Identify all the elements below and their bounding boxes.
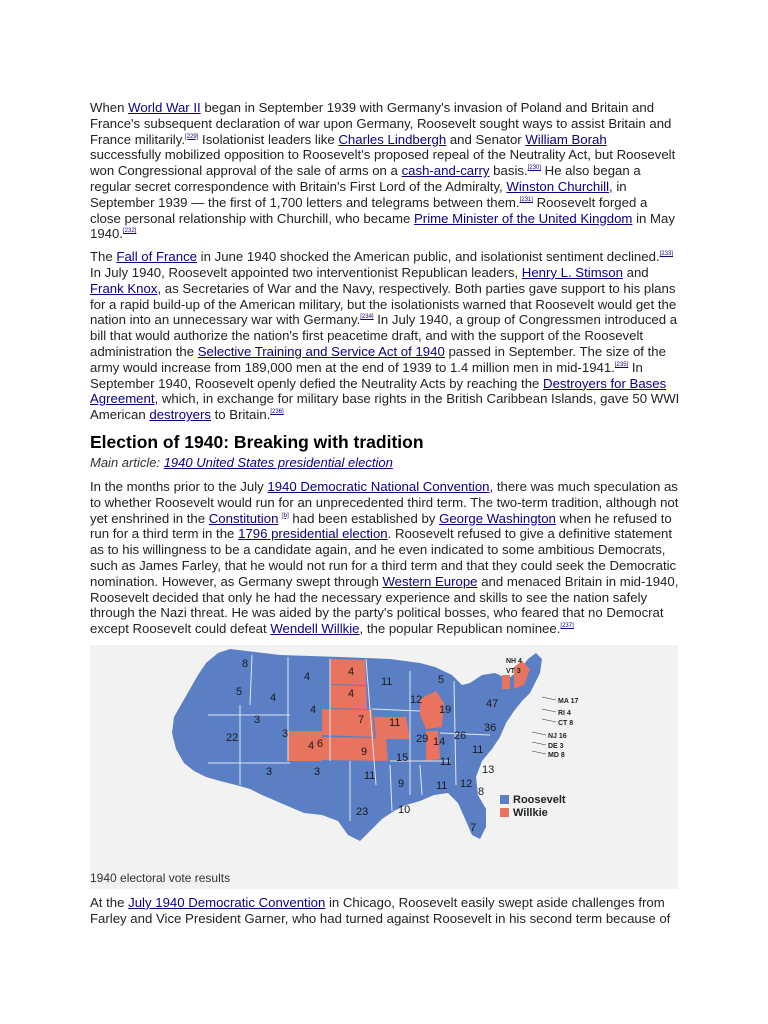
state-electoral-votes: 19 xyxy=(439,703,452,716)
state-electoral-votes: 6 xyxy=(317,737,324,750)
state-electoral-votes: 11 xyxy=(381,675,393,688)
state-electoral-votes: 7 xyxy=(358,713,365,726)
text: and menaced Britain in mid-1940, Roosevelt decided that only he had the necessary experience and skills to see the nation safely through the Nazi threat. He was aided by the party's political bosses, who feared that no Democrat except Roosevelt could defeat xyxy=(90,573,679,637)
state-electoral-votes: 11 xyxy=(472,743,484,756)
state-electoral-votes: 26 xyxy=(454,729,467,742)
link-henry-stimson[interactable]: Henry L. Stimson xyxy=(521,264,623,280)
citation-231[interactable]: [231] xyxy=(519,196,533,203)
text: basis. xyxy=(489,163,528,179)
legend-label-roosevelt: Roosevelt xyxy=(513,793,566,806)
text: successfully mobilized opposition to Roosevelt's proposed repeal of the Neutrality Act, but Roosevelt won Congressional approval of the sale of arms on a xyxy=(90,147,676,179)
link-july-1940-convention[interactable]: July 1940 Democratic Convention xyxy=(128,894,326,910)
link-prime-minister-uk[interactable]: Prime Minister of the United Kingdom xyxy=(414,210,633,226)
link-1940-dnc[interactable]: 1940 Democratic National Convention xyxy=(267,478,490,494)
state-electoral-votes: 4 xyxy=(348,687,355,700)
text: The xyxy=(90,249,117,265)
legend-swatch-roosevelt xyxy=(500,795,509,804)
text: , as Secretaries of War and the Navy, respectively. Both parties gave support to his plans for a rapid build-up of the American military, but the isolationists warned that Roosevelt would get the nation into an unnecessary war with Germany. xyxy=(90,280,677,328)
northeast-state-label: NJ 16 xyxy=(548,732,567,740)
text: In July 1940, a group of Congressmen introduced a bill that would authorize the nation's first peacetime draft, and with the support of the Roosevelt administration the xyxy=(90,312,678,359)
state-electoral-votes: 10 xyxy=(398,803,411,816)
section-heading: Election of 1940: Breaking with tradition xyxy=(90,431,424,452)
leader-line xyxy=(542,709,556,712)
leader-line xyxy=(532,751,546,754)
text: had been established by xyxy=(288,510,440,526)
text: In July 1940, Roosevelt appointed two interventionist Republican leaders, xyxy=(90,264,522,280)
text: began in September 1939 with Germany's invasion of Poland and Britain and France's subsequent declaration of war upon Germany, Roosevelt sought ways to assist Britain and France militarily. xyxy=(90,100,672,147)
leader-line xyxy=(542,719,556,722)
state-electoral-votes: 4 xyxy=(348,665,355,678)
citation-230[interactable]: [230] xyxy=(527,165,541,172)
paragraph-convention xyxy=(90,895,680,927)
text: in June 1940 shocked the American public, and isolationist sentiment declined. xyxy=(197,249,660,265)
text: Roosevelt forged a close personal relationship with Churchill, who became xyxy=(90,194,648,226)
link-fall-of-france[interactable]: Fall of France xyxy=(116,249,198,265)
northeast-state-label: DE 3 xyxy=(548,742,564,750)
state-electoral-votes: 9 xyxy=(398,777,405,790)
legend-swatch-willkie xyxy=(500,808,509,817)
state-electoral-votes: 14 xyxy=(433,735,446,748)
text: At the xyxy=(90,894,129,910)
electoral-map-figure xyxy=(90,645,678,889)
paragraph-fall-of-france xyxy=(90,249,680,423)
state-electoral-votes: 11 xyxy=(440,755,452,768)
link-1796-election[interactable]: 1796 presidential election xyxy=(238,526,388,542)
state-electoral-votes: 29 xyxy=(416,732,429,745)
state-electoral-votes: 9 xyxy=(361,745,368,758)
state-electoral-votes: 12 xyxy=(410,693,423,706)
text: , there was much speculation as to whether Roosevelt would run for an unprecedented third term. The two-term tradition, although not yet enshrined in the xyxy=(90,478,679,526)
state-electoral-votes: 23 xyxy=(356,805,369,818)
citation-233[interactable]: [233] xyxy=(659,251,673,258)
citation-232[interactable]: [232] xyxy=(123,228,137,235)
hatnote-label: Main article: xyxy=(90,454,164,470)
legend-label-willkie: Willkie xyxy=(513,806,548,819)
link-destroyers-for-bases[interactable]: Destroyers for Bases Agreement xyxy=(90,375,667,407)
link-destroyers[interactable]: destroyers xyxy=(149,407,211,423)
text: , in September 1939 — the first of 1,700 letters and telegrams between them. xyxy=(90,178,627,210)
link-constitution[interactable]: Constitution xyxy=(208,510,279,526)
state-electoral-votes: 11 xyxy=(364,769,376,782)
text: in Chicago, Roosevelt easily swept aside challenges from Farley and Vice President Garner, who had turned against Roosevelt in his second term because of xyxy=(90,894,671,926)
link-frank-knox[interactable]: Frank Knox xyxy=(90,280,158,296)
link-1940-election[interactable]: 1940 United States presidential election xyxy=(163,454,393,470)
text: In the months prior to the July xyxy=(90,478,268,494)
state-electoral-votes: 11 xyxy=(389,716,401,729)
northeast-state-label: NH 4 xyxy=(506,657,522,665)
text: . Roosevelt refused to give a definitive statement as to his willingness to be a candidate again, and he even indicated to some ambitious Democrats, such as James Farley, that he would not run for a third term and that they could seek the Democratic nomination. However, as Germany swept through xyxy=(90,526,677,589)
link-wendell-willkie[interactable]: Wendell Willkie xyxy=(270,621,360,637)
state-electoral-votes: 4 xyxy=(304,670,311,683)
state-electoral-votes: 8 xyxy=(242,657,249,670)
text: in May 1940. xyxy=(90,210,675,242)
map-caption: 1940 electoral vote results xyxy=(90,870,231,885)
leader-line xyxy=(542,697,556,700)
citation-237[interactable]: [237] xyxy=(560,623,574,630)
link-charles-lindbergh[interactable]: Charles Lindbergh xyxy=(338,131,447,147)
link-cash-and-carry[interactable]: cash-and-carry xyxy=(401,163,490,179)
leader-line xyxy=(532,732,546,735)
northeast-state-label: MD 8 xyxy=(548,751,565,759)
text: He also began a regular secret correspondence with Britain's First Lord of the Admiralty, xyxy=(90,163,641,194)
text: when he refused to run for a third term in the xyxy=(90,510,672,542)
state-electoral-votes: 4 xyxy=(308,739,315,752)
state-electoral-votes: 5 xyxy=(438,673,445,686)
text: and xyxy=(622,264,649,280)
citation-229[interactable]: [229] xyxy=(185,133,199,140)
link-selective-training-act[interactable]: Selective Training and Service Act of 1940 xyxy=(197,343,445,359)
state-electoral-votes: 3 xyxy=(282,727,289,740)
state-electoral-votes: 7 xyxy=(470,821,477,834)
link-william-borah[interactable]: William Borah xyxy=(525,131,607,147)
northeast-state-label: VT 3 xyxy=(506,667,521,675)
state-electoral-votes: 4 xyxy=(310,703,317,716)
text: passed in September. The size of the army would increase from 189,000 men at the end of 1939 to 1.4 million men in mid-1941. xyxy=(90,343,666,375)
state-electoral-votes: 36 xyxy=(484,721,497,734)
northeast-state-label: RI 4 xyxy=(558,709,571,717)
state-electoral-votes: 8 xyxy=(478,785,485,798)
link-george-washington[interactable]: George Washington xyxy=(439,510,556,526)
text: , which, in exchange for military base rights in the British Caribbean Islands, gave 50 WWI American xyxy=(90,391,680,423)
state-electoral-votes: 47 xyxy=(486,697,499,710)
state-electoral-votes: 12 xyxy=(460,777,473,790)
link-western-europe[interactable]: Western Europe xyxy=(382,573,478,589)
northeast-state-label: CT 8 xyxy=(558,719,574,727)
state-electoral-votes: 5 xyxy=(236,685,243,698)
leader-line xyxy=(532,742,546,745)
text: In September 1940, Roosevelt openly defied the Neutrality Acts by reaching the xyxy=(90,359,643,391)
paragraph-third-term xyxy=(90,479,680,637)
text: and Senator xyxy=(446,131,526,147)
state-electoral-votes: 13 xyxy=(482,763,495,776)
link-world-war-ii[interactable]: World War II xyxy=(128,100,201,115)
footnote-b[interactable]: [b] xyxy=(282,512,289,519)
link-winston-churchill[interactable]: Winston Churchill xyxy=(506,178,609,194)
text: When xyxy=(90,100,129,115)
citation-234[interactable]: [234] xyxy=(360,314,374,321)
article-body xyxy=(90,100,680,927)
paragraph-ww2 xyxy=(90,100,680,242)
northeast-labels xyxy=(506,658,578,759)
state-kansas xyxy=(322,737,388,761)
state-electoral-votes: 11 xyxy=(436,779,448,792)
state-electoral-votes: 15 xyxy=(396,751,409,764)
northeast-state-label: MA 17 xyxy=(558,697,579,705)
state-electoral-votes: 22 xyxy=(226,731,239,744)
text: to Britain. xyxy=(210,407,271,423)
citation-235[interactable]: [235] xyxy=(614,361,629,368)
text: , the popular Republican nominee. xyxy=(359,621,561,637)
electoral-map[interactable] xyxy=(90,645,678,867)
state-electoral-votes: 3 xyxy=(254,713,261,726)
state-electoral-votes: 3 xyxy=(314,765,321,778)
state-electoral-votes: 3 xyxy=(266,765,273,778)
state-electoral-votes: 4 xyxy=(270,691,277,704)
main-article-note xyxy=(90,455,680,471)
state-vermont xyxy=(502,675,510,689)
text: Isolationist leaders like xyxy=(198,131,339,147)
citation-236[interactable]: [236] xyxy=(270,409,284,416)
